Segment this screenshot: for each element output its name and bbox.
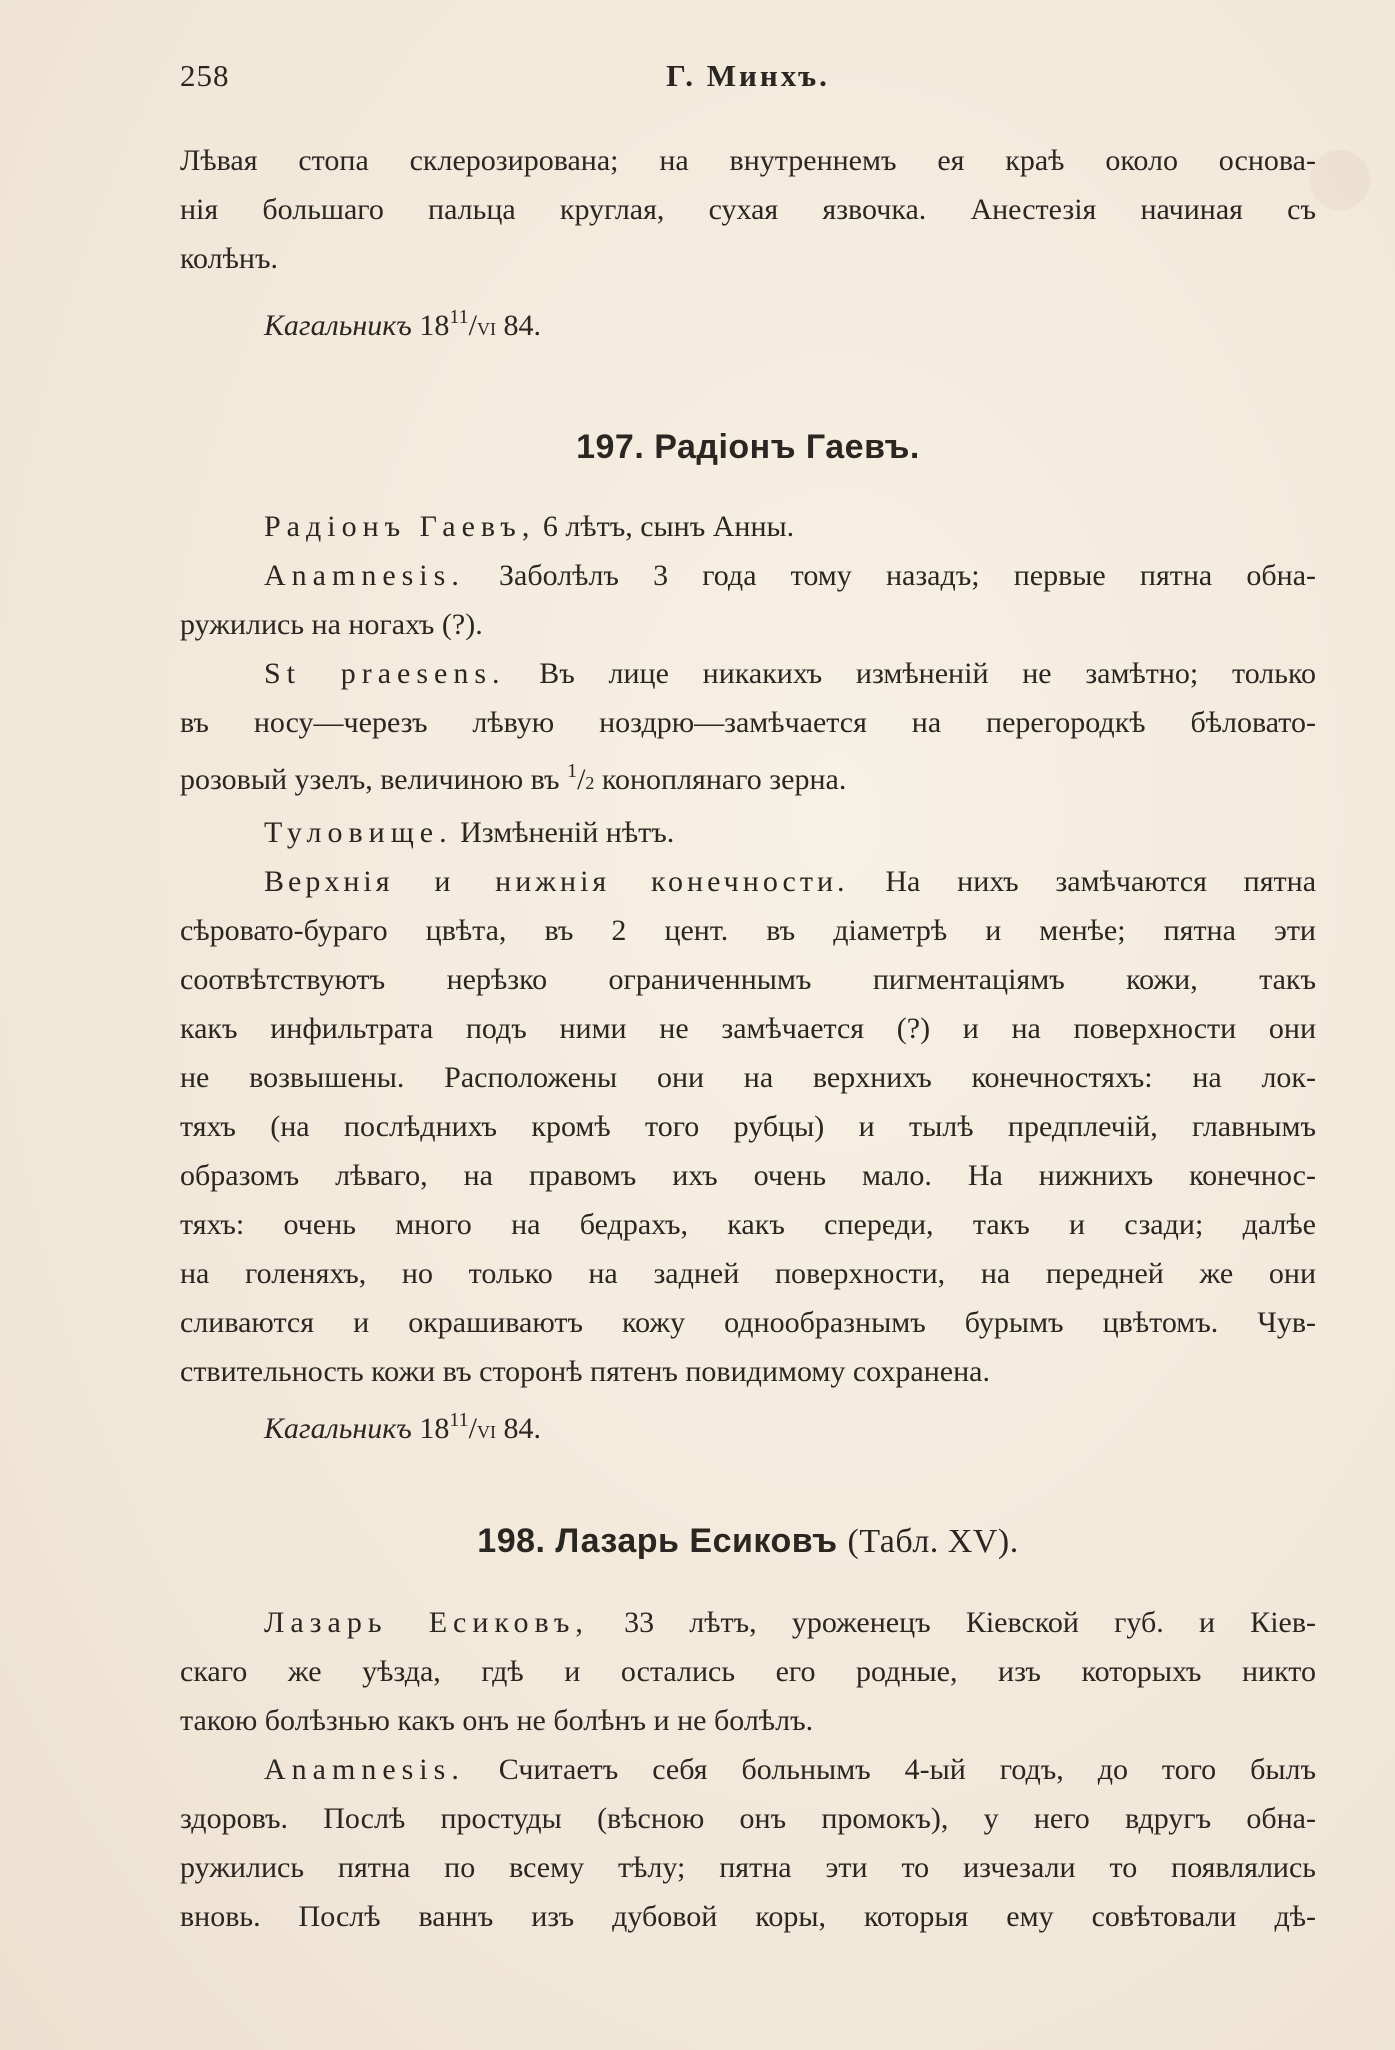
text-line: Лѣвая стопа склерозирована; на внутреннемъ ея краѣ около основа- xyxy=(180,144,1316,177)
text-fragment: розовый узелъ, величиною въ xyxy=(180,763,560,796)
text-line: такою болѣзнью какъ онъ не болѣнъ и не болѣлъ. xyxy=(180,1704,814,1737)
limbs-line xyxy=(180,857,1316,906)
text-line: вновь. Послѣ ваннъ изъ дубовой коры, которыя ему совѣтовали дѣ- xyxy=(180,1900,1316,1933)
case-197-body xyxy=(180,502,1316,1457)
text-line: тяхъ: очень много на бедрахъ, какъ спереди, такъ и сзади; далѣе xyxy=(180,1208,1316,1241)
signature-month-den: VI xyxy=(476,319,496,339)
signature-year: 84. xyxy=(503,309,541,342)
signature-place: Кагальникъ xyxy=(264,309,412,342)
patient-details: 33 лѣтъ, уроженецъ Кіевской губ. и Кіев- xyxy=(624,1606,1316,1639)
anamnesis-text: Считаетъ себя больнымъ 4-ый годъ, до того былъ xyxy=(498,1753,1317,1786)
case-198-title: 198. Лазарь Есиковъ xyxy=(477,1522,838,1560)
text-line: тяхъ (на послѣднихъ кромѣ того рубцы) и тылѣ предплечій, главнымъ xyxy=(180,1110,1316,1143)
text-line: соотвѣтствуютъ нерѣзко ограниченнымъ пигментаціямъ кожи, такъ xyxy=(180,963,1316,996)
signature-day: 18 xyxy=(419,1412,450,1445)
running-head-author: Г. Минхъ. xyxy=(666,58,830,93)
case-198-plate-ref: (Табл. XV). xyxy=(847,1523,1019,1560)
anamnesis-label: Anamnesis. xyxy=(264,1753,465,1786)
text-line: въ носу—черезъ лѣвую ноздрю—замѣчается на перегородкѣ бѣловато- xyxy=(180,706,1316,739)
paper-stain xyxy=(1310,150,1370,210)
anamnesis-text: Заболѣлъ 3 года тому назадъ; первые пятна обна- xyxy=(498,559,1317,592)
signature-year: 84. xyxy=(503,1412,541,1445)
place-date-signature: Кагальникъ $18^{11}/VI$ 84. xyxy=(264,306,541,342)
text-line: колѣнъ. xyxy=(180,242,278,275)
limbs-text: На нихъ замѣчаются пятна xyxy=(885,865,1317,898)
continued-paragraph xyxy=(180,136,1316,354)
text-line: какъ инфильтрата подъ ними не замѣчается (?) и на поверхности они xyxy=(180,1012,1316,1045)
text-line: скаго же уѣзда, гдѣ и остались его родные, изъ которыхъ никто xyxy=(180,1655,1316,1688)
signature-month-num: 11 xyxy=(449,306,469,328)
praesens-label: St praesens. xyxy=(264,657,506,690)
place-date-signature: Кагальникъ $18^{11}/VI$ 84. xyxy=(264,1409,541,1445)
text-fragment: коноплянаго зерна. xyxy=(601,763,847,796)
fraction-numerator: 1 xyxy=(567,760,578,782)
text-line: здоровъ. Послѣ простуды (вѣсною онъ промокъ), у него вдругъ обна- xyxy=(180,1802,1316,1835)
text-line: не возвышены. Расположены они на верхнихъ конечностяхъ: на лок- xyxy=(180,1061,1316,1094)
case-197-heading: 197. Радіонъ Гаевъ. xyxy=(576,428,920,466)
case-198-body xyxy=(180,1598,1316,1941)
signature-day: 18 xyxy=(419,309,450,342)
signature-place: Кагальникъ xyxy=(264,1412,412,1445)
signature-month-num: 11 xyxy=(449,1409,469,1431)
signature-month-den: VI xyxy=(476,1422,496,1442)
patient-details: 6 лѣтъ, сынъ Анны. xyxy=(542,510,795,543)
case-intro-line xyxy=(180,1598,1316,1647)
text-line: ствительность кожи въ сторонѣ пятенъ повидимому сохранена. xyxy=(180,1355,990,1388)
praesens-line xyxy=(180,649,1316,698)
patient-name: Радіонъ Гаевъ, xyxy=(264,510,536,543)
text-line: сливаются и окрашиваютъ кожу однообразнымъ бурымъ цвѣтомъ. Чув- xyxy=(180,1306,1316,1339)
anamnesis-line xyxy=(180,551,1316,600)
trunk-label: Туловище. xyxy=(264,816,453,849)
praesens-text: Въ лице никакихъ измѣненій не замѣтно; только xyxy=(539,657,1317,690)
text-line xyxy=(180,747,1316,808)
fraction: $^1$/2 xyxy=(567,760,595,796)
text-line: на голеняхъ, но только на задней поверхности, на передней же они xyxy=(180,1257,1316,1290)
fraction-denominator: 2 xyxy=(585,773,595,793)
case-intro-line xyxy=(180,502,1316,551)
page-number: 258 xyxy=(180,58,230,93)
patient-name: Лазарь Есиковъ, xyxy=(264,1606,589,1639)
trunk-line xyxy=(180,808,1316,857)
anamnesis-line xyxy=(180,1745,1316,1794)
limbs-label: Верхнія и нижнія конечности. xyxy=(264,865,849,898)
text-line: ружились пятна по всему тѣлу; пятна эти то изчезали то появлялись xyxy=(180,1851,1316,1884)
running-head xyxy=(180,58,1316,98)
text-line: образомъ лѣваго, на правомъ ихъ очень мало. На нижнихъ конечнос- xyxy=(180,1159,1316,1192)
text-line: сѣровато-бураго цвѣта, въ 2 цент. въ діаметрѣ и менѣе; пятна эти xyxy=(180,914,1316,947)
anamnesis-label: Anamnesis. xyxy=(264,559,465,592)
text-line: ружились на ногахъ (?). xyxy=(180,608,483,641)
trunk-text: Измѣненій нѣтъ. xyxy=(460,816,675,849)
text-line: нія большаго пальца круглая, сухая язвочка. Анестезія начиная съ xyxy=(180,193,1316,226)
case-198-heading xyxy=(180,1522,1316,1561)
